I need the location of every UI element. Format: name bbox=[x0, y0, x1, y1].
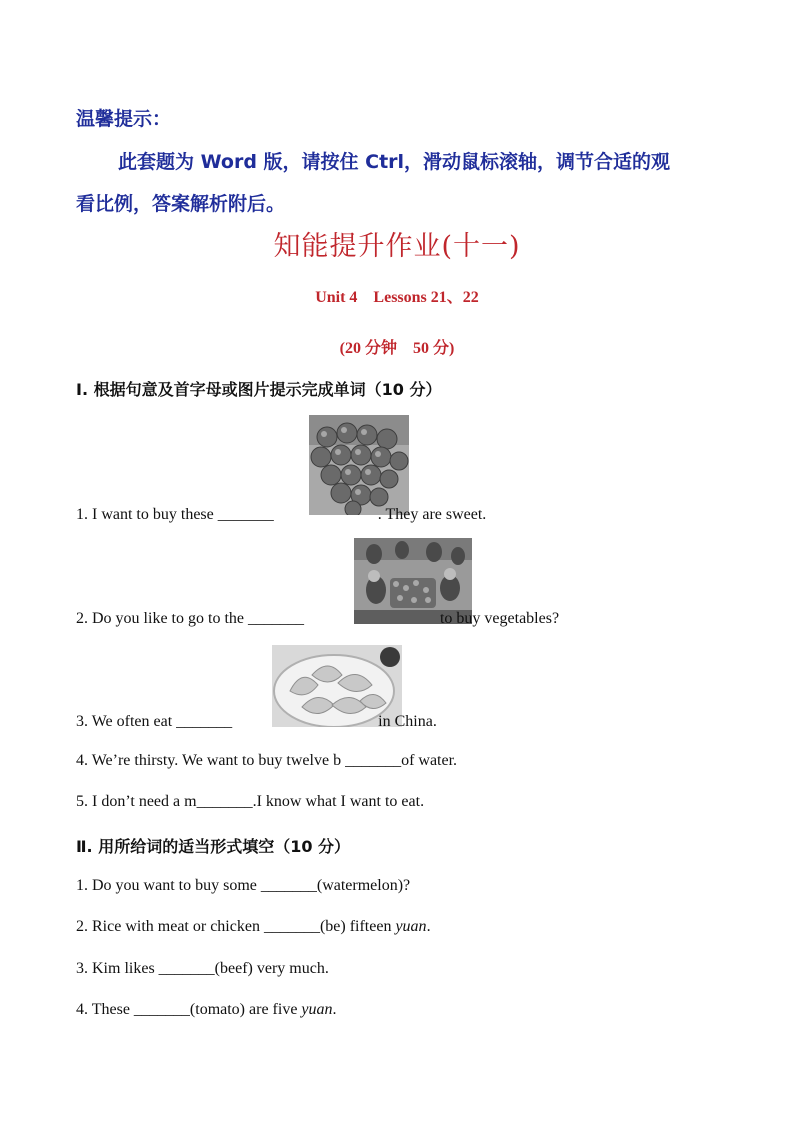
s2-q4-text: 4. These _______(tomato) are five bbox=[76, 1001, 302, 1018]
tip-line-1: 此套题为 Word 版，请按住 Ctrl，滑动鼠标滚轴，调节合适的观 bbox=[118, 151, 671, 173]
section-2-heading: Ⅱ. 用所给词的适当形式填空（10 分） bbox=[76, 837, 351, 856]
s2-q4-unit: yuan bbox=[301, 1001, 333, 1018]
s1-q3-before: 3. We often eat _______ bbox=[76, 713, 233, 730]
s1-question-2 bbox=[76, 610, 559, 628]
time-score: (20 分钟 50 分) bbox=[339, 340, 455, 357]
s1-q2-before: 2. Do you like to go to the _______ bbox=[76, 610, 304, 627]
page-title: 知能提升作业(十一) bbox=[273, 231, 521, 262]
s2-q4-end: . bbox=[332, 1001, 337, 1018]
section-1-heading: Ⅰ. 根据句意及首字母或图片提示完成单词（10 分） bbox=[76, 380, 442, 399]
s1-q1-after: . They are sweet. bbox=[377, 506, 487, 523]
s2-question-3: 3. Kim likes _______(beef) very much. bbox=[76, 960, 329, 977]
s2-q2-end: . bbox=[426, 918, 431, 935]
s1-q1-before: 1. I want to buy these _______ bbox=[76, 506, 274, 523]
grapes-icon bbox=[309, 415, 409, 515]
tip-label: 温馨提示： bbox=[76, 108, 172, 130]
s2-question-2 bbox=[76, 918, 431, 936]
s1-q3-after: in China. bbox=[378, 713, 437, 730]
s2-q2-unit: yuan bbox=[395, 918, 427, 935]
s1-question-1 bbox=[76, 506, 486, 524]
s2-q2-text: 2. Rice with meat or chicken _______(be) fifteen bbox=[76, 918, 396, 935]
s1-question-3 bbox=[76, 713, 437, 731]
tip-line-2: 看比例，答案解析附后。 bbox=[76, 193, 286, 215]
s1-question-4: 4. We’re thirsty. We want to buy twelve b _______of water. bbox=[76, 752, 458, 769]
unit-subtitle: Unit 4 Lessons 21、22 bbox=[315, 289, 479, 306]
s1-q2-after: to buy vegetables? bbox=[439, 610, 560, 627]
s2-question-4 bbox=[76, 1001, 337, 1019]
s1-question-5: 5. I don’t need a m_______.I know what I want to eat. bbox=[76, 793, 425, 810]
s2-question-1: 1. Do you want to buy some _______(watermelon)? bbox=[76, 877, 411, 894]
